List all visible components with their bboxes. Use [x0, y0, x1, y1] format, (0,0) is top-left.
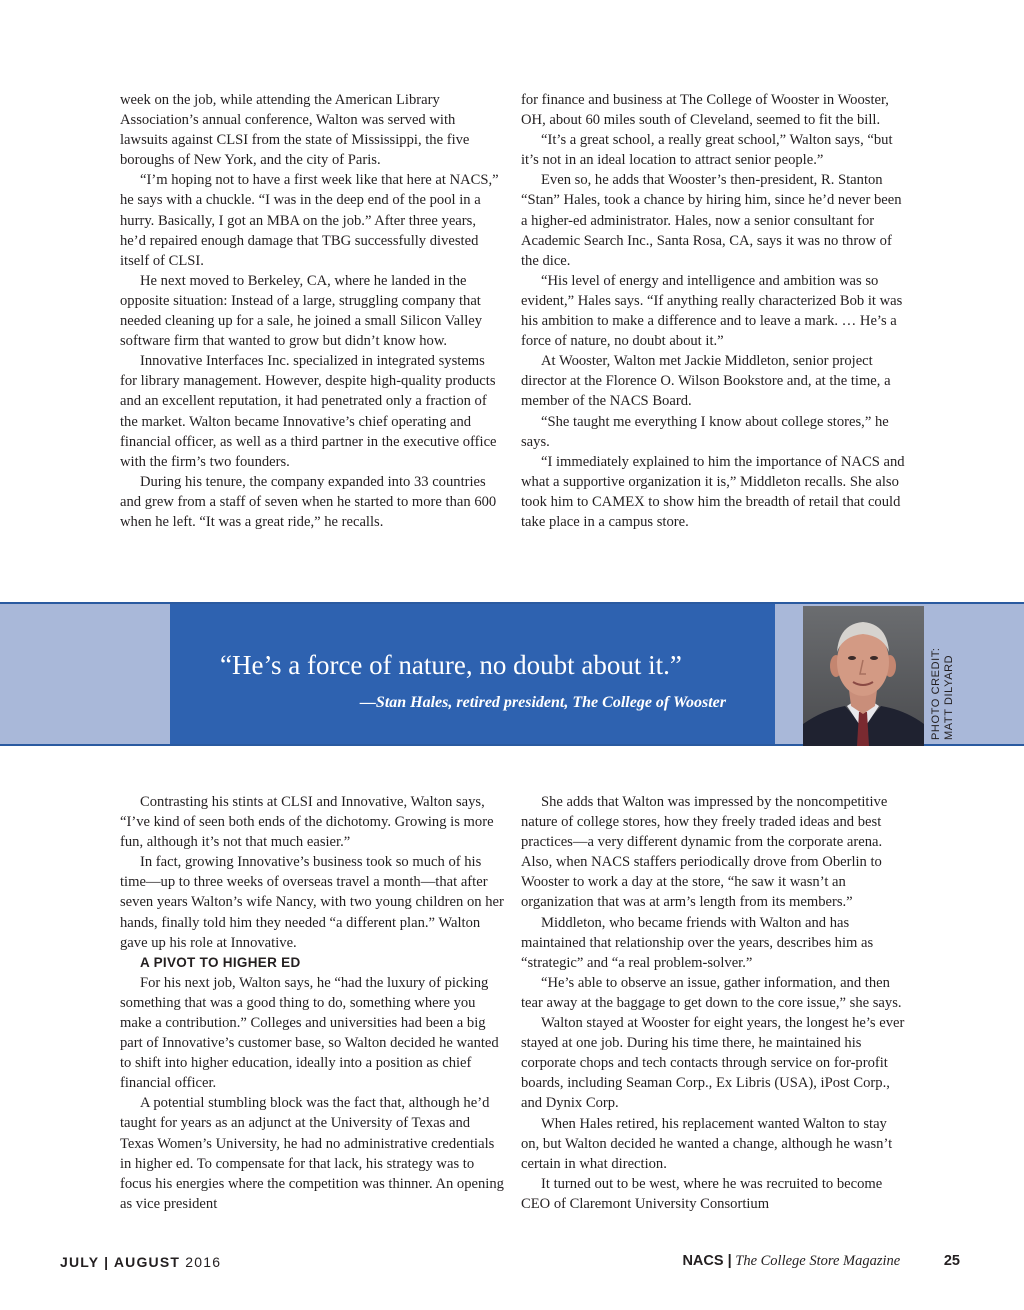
paragraph: “I’m hoping not to have a first week like that here at NACS,” he says with a chuckle. “I was in the deep end of the pool in a hurry. Basically, I got an MBA on the job.” After three years, he’d repaired enough damage that TBG successfully divested itself of CLSI.: [120, 172, 499, 269]
section-subhead: A PIVOT TO HIGHER ED: [140, 954, 301, 970]
paragraph: “She taught me everything I know about college stores,” he says.: [521, 413, 889, 450]
paragraph: A potential stumbling block was the fact that, although he’d taught for years as an adjunct at the University of Texas and Texas Women’s University, he had no administrative credentials in higher ed. To compensate for that lack, his strategy was to focus his energies where the competition was thinner. An opening as vice president: [120, 1095, 504, 1212]
page-number: 25: [943, 1253, 960, 1269]
paragraph: It turned out to be west, where he was recruited to become CEO of Claremont University Consortium: [521, 1175, 883, 1212]
paragraph: For his next job, Walton says, he “had the luxury of picking something that was a good thing to do, something where you make a contribution.” Colleges and universities had been a big part of Innovative’s customer base, so Walton decided he wanted to shift into higher education, ideally into a position as chief financial officer.: [120, 974, 499, 1092]
paragraph: Middleton, who became friends with Walton and has maintained that relationship over the years, describes him as “strategic” and “a real problem-solver.”: [521, 914, 874, 971]
issue-year: 2016: [185, 1254, 222, 1270]
article-column-bottom-left: [120, 792, 504, 1214]
pull-quote-band: [0, 602, 1024, 746]
paragraph: Walton stayed at Wooster for eight years, the longest he’s ever stayed at one job. During his time there, he maintained his corporate chops and tech contacts through service on for-profit boards, including Seaman Corp., Ex Libris (USA), iPost Corp., and Dynix Corp.: [521, 1015, 905, 1112]
footer-issue-date: [60, 1254, 221, 1270]
issue-month: JULY | AUGUST: [60, 1254, 181, 1270]
paragraph: Even so, he adds that Wooster’s then-president, R. Stanton “Stan” Hales, took a chance by hiring him, since he’d never been a higher-ed administrator. Hales, now a senior consultant for Academic Search Inc., Santa Rosa, CA, says it was no throw of the dice.: [521, 172, 902, 269]
paragraph: week on the job, while attending the American Library Association’s annual conference, Walton was served with lawsuits against CLSI from the state of Mississippi, the five boroughs of New York, and the city of Paris.: [120, 92, 470, 169]
article-column-top-left: [120, 90, 504, 532]
portrait-illustration: [803, 606, 924, 746]
paragraph: During his tenure, the company expanded into 33 countries and grew from a staff of seven when he started to more than 600 when he left. “It was a great ride,” he recalls.: [120, 473, 497, 530]
paragraph: Contrasting his stints at CLSI and Innovative, Walton says, “I’ve kind of seen both ends of the dichotomy. Growing is more fun, although it’s not that much easier.”: [120, 794, 494, 851]
pull-quote-box: [170, 604, 775, 744]
pull-quote-attribution: —Stan Hales, retired president, The College of Wooster: [359, 694, 726, 711]
magazine-title: The College Store Magazine: [735, 1253, 901, 1269]
magazine-brand: NACS |: [682, 1253, 732, 1269]
paragraph: “His level of energy and intelligence and ambition was so evident,” Hales says. “If anything really characterized Bob it was his ambition to make a difference and to leave a mark. … He’s a force of nature, no doubt about it.”: [521, 272, 903, 350]
article-column-top-right: [521, 90, 905, 532]
paragraph: “It’s a great school, a really great school,” Walton says, “but it’s not in an ideal location to attract senior people.”: [521, 132, 893, 169]
footer-magazine: [682, 1253, 960, 1270]
paragraph: He next moved to Berkeley, CA, where he landed in the opposite situation: Instead of a large, struggling company that needed cleaning up for a sale, he joined a small Silicon Valley software firm that wanted to grow but didn’t know how.: [120, 272, 483, 350]
paragraph: At Wooster, Walton met Jackie Middleton, senior project director at the Florence O. Wilson Bookstore and, at the time, a member of the NACS Board.: [521, 353, 891, 410]
pull-quote-text: “He’s a force of nature, no doubt about it.”: [220, 650, 682, 680]
paragraph: “I immediately explained to him the importance of NACS and what a supportive organization it is,” Middleton recalls. She also took him to CAMEX to show him the breadth of retail that could take place in a campus store.: [521, 453, 905, 530]
photo-credit: PHOTO CREDIT: MATT DILYARD: [930, 647, 955, 740]
paragraph: “He’s able to observe an issue, gather information, and then tear away at the baggage to get down to the core issue,” she says.: [521, 974, 902, 1011]
paragraph: for finance and business at The College of Wooster in Wooster, OH, about 60 miles south of Cleveland, seemed to fit the bill.: [521, 92, 889, 129]
portrait-photo: [803, 606, 924, 746]
article-column-bottom-right: [521, 792, 905, 1214]
paragraph: When Hales retired, his replacement wanted Walton to stay on, but Walton decided he wanted a change, although he wasn’t certain in what direction.: [521, 1115, 893, 1172]
paragraph: Innovative Interfaces Inc. specialized in integrated systems for library management. However, despite high-quality products and an excellent reputation, it had penetrated only a fraction of the market. Walton became Innovative’s chief operating and financial officer, as well as a third partner in the executive office with the firm’s two founders.: [120, 353, 497, 470]
paragraph: She adds that Walton was impressed by the noncompetitive nature of college stores, how they freely traded ideas and best practices—a very different dynamic from the corporate arena. Also, when NACS staffers periodically drove from Oberlin to Wooster to work a day at the store, “he saw it wasn’t an organization that was at arm’s length from its members.”: [521, 794, 888, 911]
paragraph: In fact, growing Innovative’s business took so much of his time—up to three weeks of overseas travel a month—that after seven years Walton’s wife Nancy, with two young children on her hands, finally told him they needed “a different plan.” Walton gave up his role at Innovative.: [120, 854, 504, 951]
